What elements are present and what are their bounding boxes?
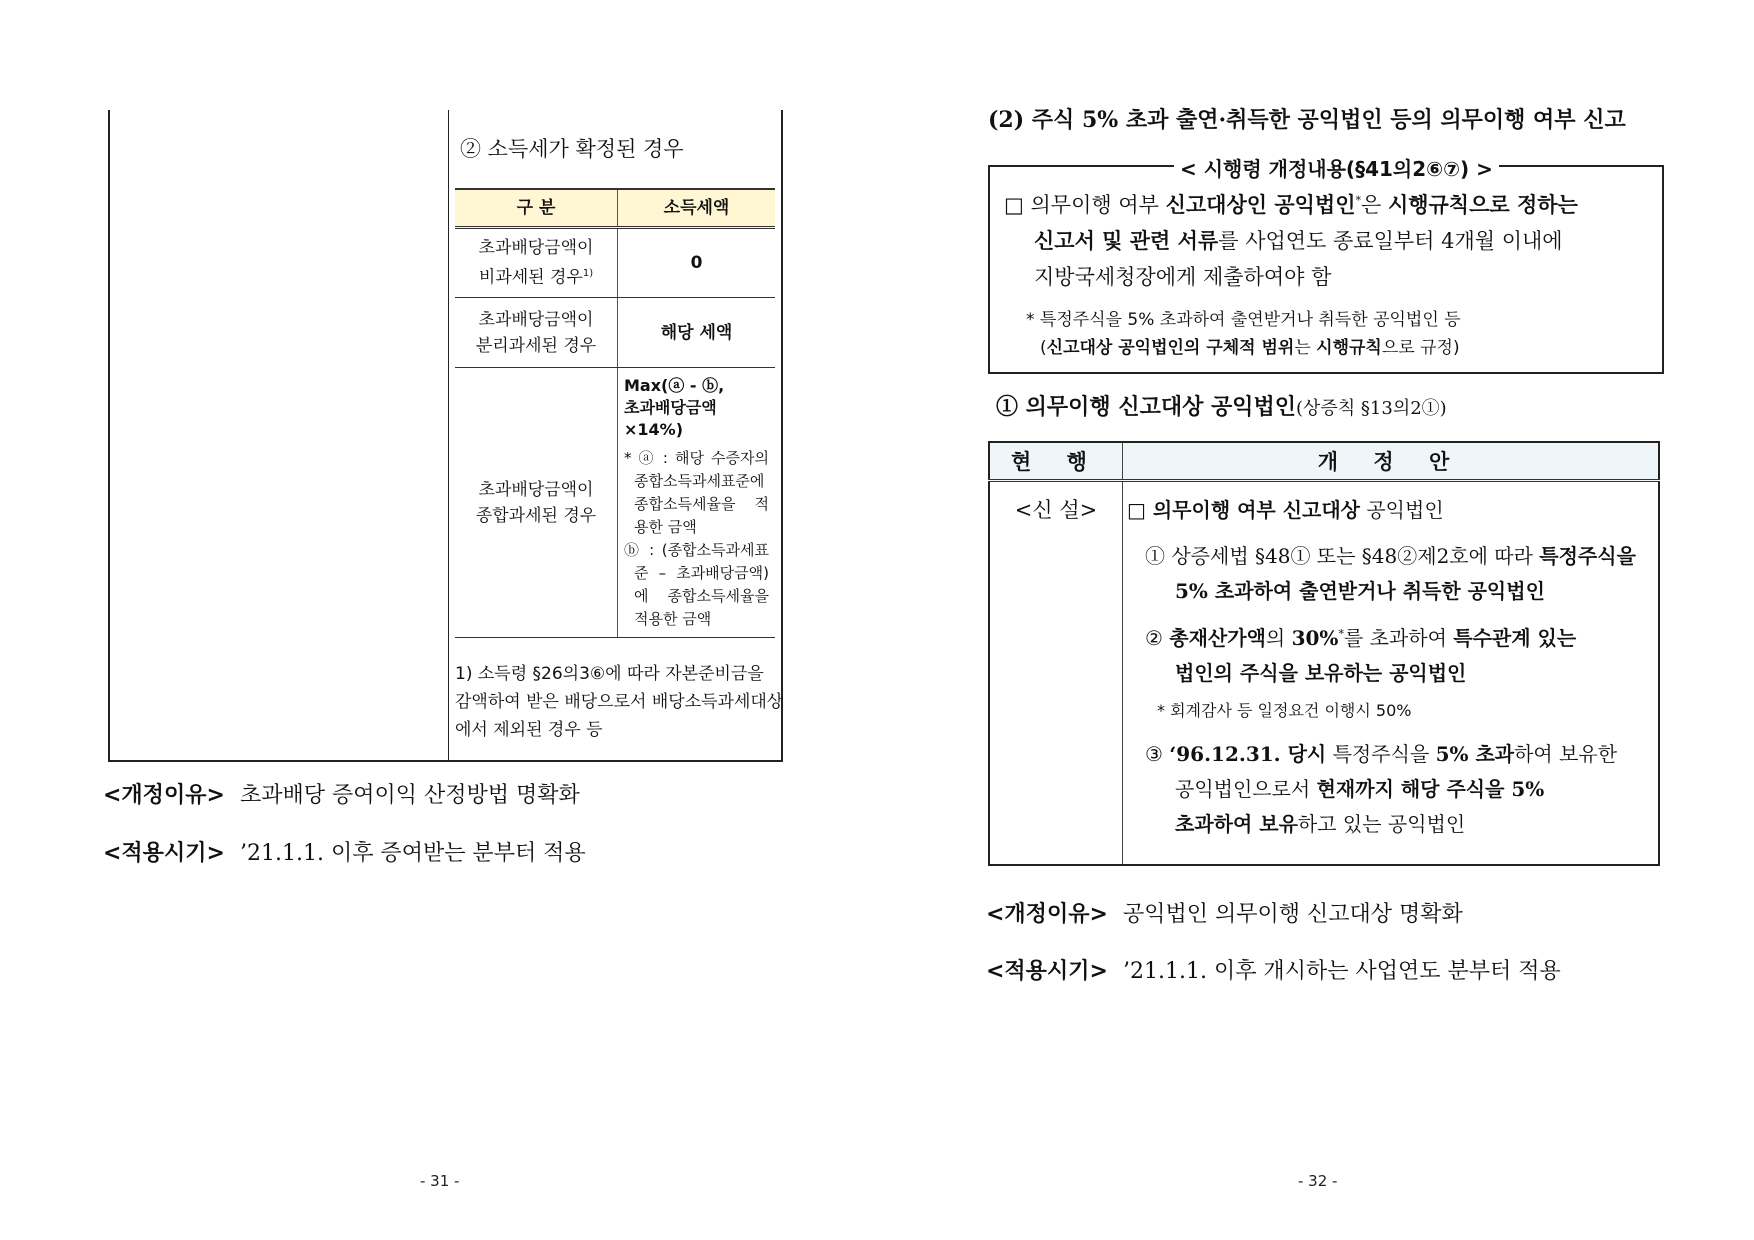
note-a: * ⓐ : 해당 수증자의 종합소득과세표준에 종합소득세율을 적용한 금액 (624, 448, 769, 536)
row-value: 해당 세액 (618, 298, 776, 368)
box-note-2: (신고대상 공익법인의 구체적 범위는 시행규칙으로 규정) (1040, 338, 1460, 358)
sub-heading-income-tax-fixed: ② 소득세가 확정된 경우 (460, 137, 684, 161)
right-apply-line (986, 954, 1561, 985)
sub-heading-target: ① 의무이행 신고대상 공익법인(상증칙 §13의2①) (996, 394, 1447, 420)
apply-text: ’21.1.1. 이후 개시하는 사업연도 분부터 적용 (1122, 959, 1561, 984)
item-3-line-1: ③ ‘96.12.31. 당시 특정주식을 5% 초과하여 보유한 (1145, 742, 1618, 766)
table-row (455, 228, 775, 298)
item-2-note: * 회계감사 등 일정요건 이행시 50% (1157, 701, 1412, 720)
item-3-line-2: 공익법인으로서 현재까지 해당 주식을 5% (1175, 777, 1545, 801)
max-formula-line1: Max(ⓐ - ⓑ, (624, 375, 725, 395)
item-1-line-2: 5% 초과하여 출연받거나 취득한 공익법인 (1175, 579, 1545, 603)
proposal-heading: □ 의무이행 여부 신고대상 공익법인 (1127, 498, 1444, 522)
table-header-income-tax: 소득세액 (618, 189, 776, 228)
page-number-left: - 31 - (420, 1172, 460, 1190)
row-label: 초과배당금액이 분리과세된 경우 (455, 298, 618, 368)
left-column-divider (448, 110, 449, 760)
item-2-line-2: 법인의 주식을 보유하는 공익법인 (1175, 661, 1467, 685)
current-new: <신 설> (1014, 498, 1098, 522)
box-legend: < 시행령 개정내용(§41의2⑥⑦) > (1174, 153, 1499, 182)
row-value: 0 (618, 228, 776, 298)
row-label: 초과배당금액이 비과세된 경우$^{1)}$ (455, 228, 618, 298)
apply-label: <적용시기> (986, 959, 1108, 984)
box-line-3: 지방국세청장에게 제출하여야 함 (1034, 265, 1332, 289)
note-b: ⓑ : (종합소득과세표준 – 초과배당금액)에 종합소득세율을 적용한 금액 (624, 540, 769, 628)
header-proposal: 개 정 안 (1123, 442, 1660, 481)
header-current: 현 행 (989, 442, 1123, 481)
comparison-table (988, 441, 1660, 866)
reason-label: <개정이유> (103, 783, 225, 808)
apply-text: ’21.1.1. 이후 증여받는 분부터 적용 (239, 841, 586, 866)
left-apply-line (103, 836, 586, 867)
max-formula-line2: 초과배당금액×14%) (624, 397, 717, 439)
current-cell (989, 481, 1123, 866)
item-2-line-1: ② 총재산가액의 30%*를 초과하여 특수관계 있는 (1145, 626, 1577, 650)
table-header-category: 구 분 (455, 189, 618, 228)
reason-label: <개정이유> (986, 902, 1108, 927)
page-number-right: - 32 - (1298, 1172, 1338, 1190)
table-row (455, 368, 775, 638)
box-line-2: 신고서 및 관련 서류를 사업연도 종료일부터 4개월 이내에 (1034, 228, 1563, 253)
box-line-1: □ 의무이행 여부 신고대상인 공익법인*은 시행규칙으로 정하는 (1004, 192, 1578, 217)
reason-text: 초과배당 증여이익 산정방법 명확화 (239, 783, 580, 808)
row-value-formula (618, 368, 776, 638)
enforcement-decree-box (988, 165, 1664, 374)
box-note-1: * 특정주식을 5% 초과하여 출연받거나 취득한 공익법인 등 (1026, 310, 1461, 330)
row-label: 초과배당금액이 종합과세된 경우 (455, 368, 618, 638)
reason-text: 공익법인 의무이행 신고대상 명확화 (1122, 902, 1463, 927)
table-row (455, 298, 775, 368)
section-heading: (2) 주식 5% 초과 출연·취득한 공익법인 등의 의무이행 여부 신고 (988, 107, 1626, 133)
apply-label: <적용시기> (103, 841, 225, 866)
left-reason-line (103, 778, 580, 809)
proposal-cell (1123, 481, 1660, 866)
right-reason-line (986, 897, 1463, 928)
income-tax-table (455, 188, 775, 638)
item-3-line-3: 초과하여 보유하고 있는 공익법인 (1175, 812, 1466, 836)
table-footnote: 1) 소득령 §26의3⑥에 따라 자본준비금을 감액하여 받은 배당으로서 배당소득과세대상에서 제외된 경우 등 (455, 664, 784, 740)
item-1-line-1: ① 상증세법 §48① 또는 §48②제2호에 따라 특정주식을 (1145, 544, 1636, 568)
